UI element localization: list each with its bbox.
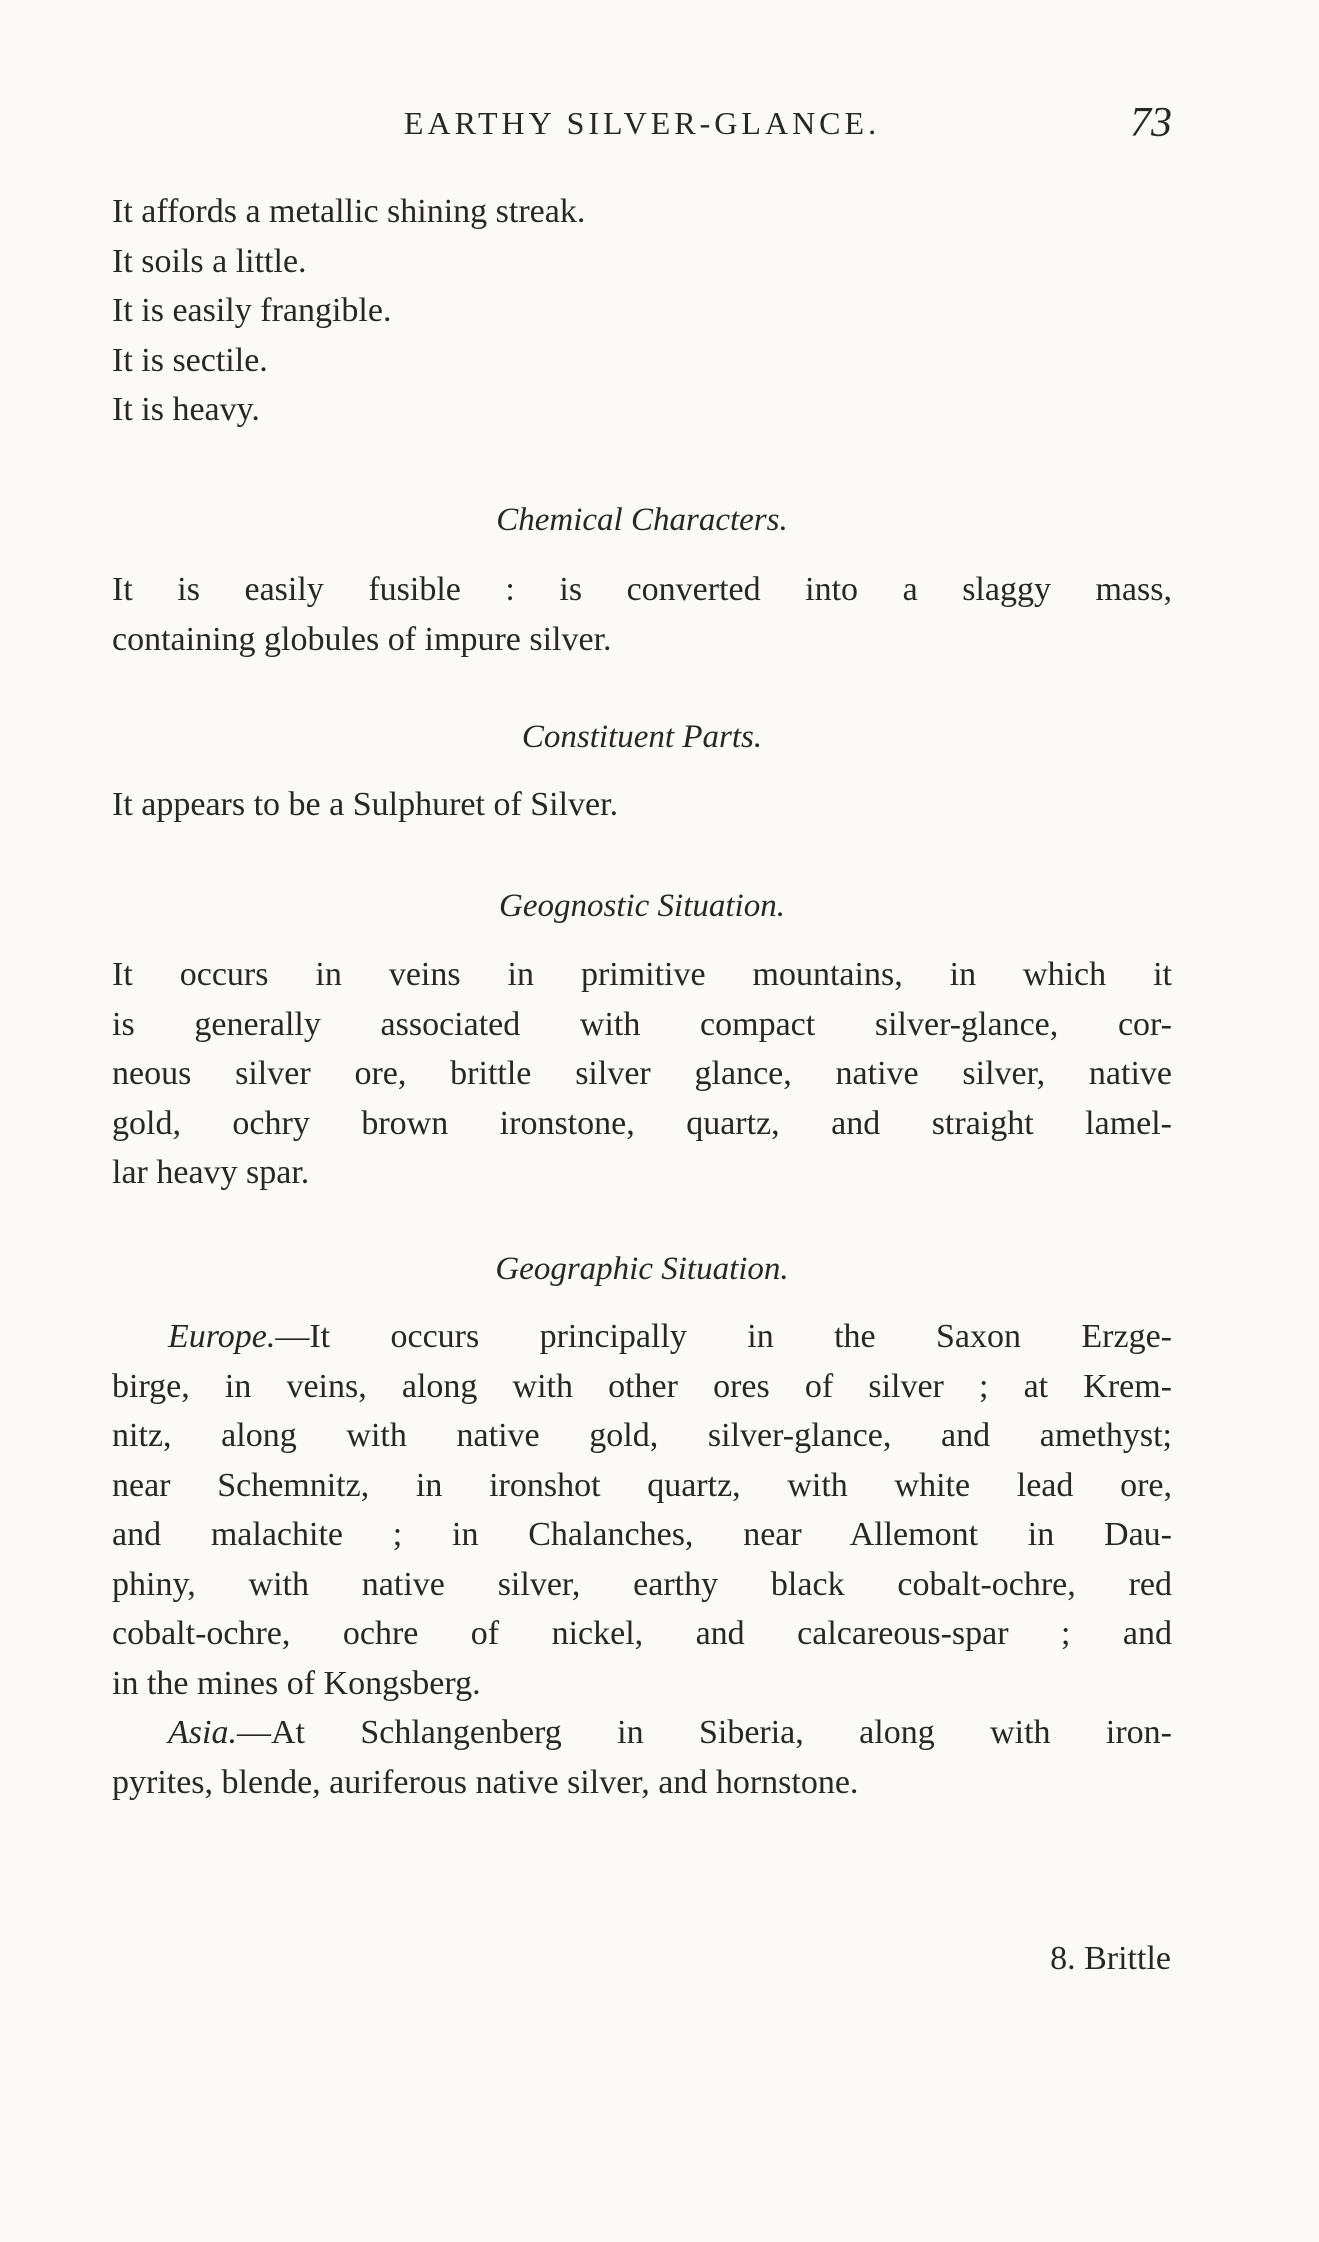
text-line: in the mines of Kongsberg. — [112, 1664, 481, 1702]
text-run: —At Schlangenberg in Siberia, along with iron- — [236, 1714, 1172, 1751]
text-line-asia — [112, 1708, 1172, 1758]
character-line: It is sectile. — [112, 341, 268, 379]
text-line: cobalt-ochre, ochre of nickel, and calcareous-spar ; and — [112, 1615, 1172, 1652]
text-line: near Schemnitz, in ironshot quartz, with white lead ore, — [112, 1466, 1172, 1504]
page-number: 73 — [1130, 100, 1172, 146]
text-line: containing globules of impure silver. — [112, 620, 612, 658]
text-line: gold, ochry brown ironstone, quartz, and straight lamel- — [112, 1104, 1172, 1142]
section-heading-geognostic: Geognostic Situation. — [499, 888, 785, 924]
catchword: 8. Brittle — [1050, 1940, 1171, 1977]
text-line: It occurs in veins in primitive mountains, in which it — [112, 956, 1172, 993]
chemical-section — [112, 496, 1172, 546]
characters-list — [112, 187, 1172, 435]
text-line: pyrites, blende, auriferous native silver, and hornstone. — [112, 1763, 859, 1801]
text-line: and malachite ; in Chalanches, near Allemont in Dau- — [112, 1516, 1172, 1553]
geographic-section — [112, 1245, 1172, 1295]
text-line: phiny, with native silver, earthy black cobalt-ochre, red — [112, 1565, 1172, 1603]
running-title: EARTHY SILVER-GLANCE. — [403, 105, 881, 141]
text-line: is generally associated with compact silver-glance, cor- — [112, 1005, 1172, 1043]
character-line: It soils a little. — [112, 242, 307, 280]
constituent-paragraph — [112, 780, 1172, 830]
text-run: —It occurs principally in the Saxon Erzge- — [275, 1318, 1172, 1355]
section-heading-constituent: Constituent Parts. — [521, 719, 763, 755]
geographic-paragraph — [112, 1312, 1172, 1807]
region-label-europe: Europe. — [168, 1318, 276, 1355]
chemical-paragraph — [112, 565, 1172, 664]
region-label-asia: Asia. — [168, 1714, 237, 1751]
running-head — [112, 100, 1172, 155]
text-line-europe — [112, 1312, 1172, 1362]
text-line: lar heavy spar. — [112, 1154, 310, 1191]
text-line: neous silver ore, brittle silver glance, native silver, native — [112, 1055, 1172, 1092]
geognostic-section — [112, 882, 1172, 932]
section-heading-chemical: Chemical Characters. — [496, 502, 788, 538]
geognostic-paragraph — [112, 950, 1172, 1198]
text-line: It appears to be a Sulphuret of Silver. — [112, 786, 619, 823]
text-line: It is easily fusible : is converted into a slaggy mass, — [112, 571, 1172, 608]
text-line: nitz, along with native gold, silver-glance, and amethyst; — [112, 1417, 1172, 1454]
character-line: It affords a metallic shining streak. — [112, 193, 586, 230]
character-line: It is easily frangible. — [112, 292, 392, 329]
text-line: birge, in veins, along with other ores of silver ; at Krem- — [112, 1367, 1172, 1405]
section-heading-geographic: Geographic Situation. — [495, 1251, 789, 1287]
constituent-section — [112, 713, 1172, 763]
character-line: It is heavy. — [112, 391, 260, 428]
